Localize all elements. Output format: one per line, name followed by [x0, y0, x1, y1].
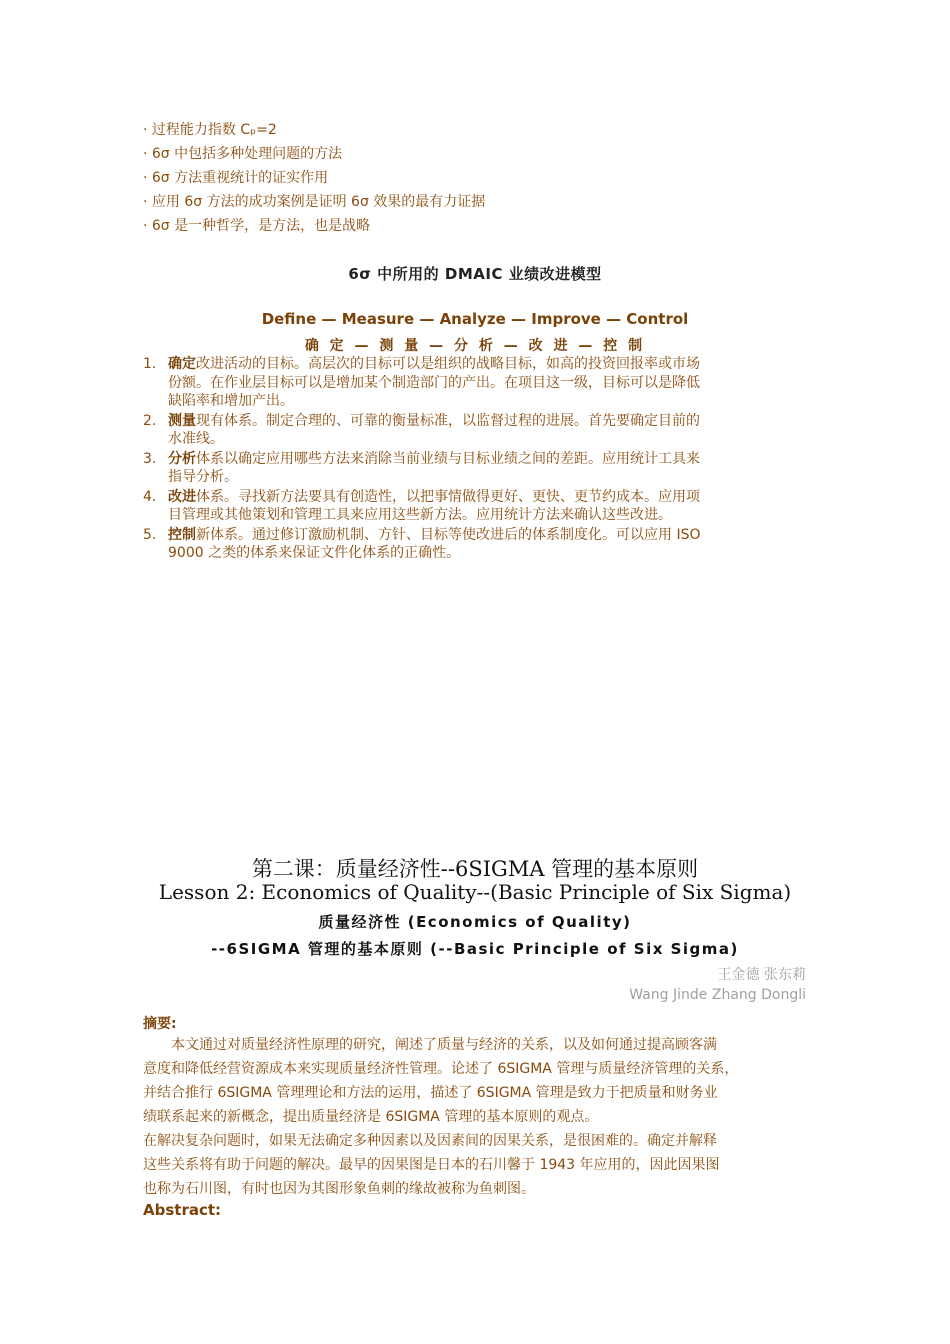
bullet-item: · 应用 6σ 方法的成功案例是证明 6σ 效果的最有力证据 — [143, 194, 486, 210]
step-keyword: 改进 — [168, 488, 196, 505]
bullet-item: · 6σ 方法重视统计的证实作用 — [143, 170, 329, 186]
author-names-english: Wang Jinde Zhang Dongli — [629, 987, 806, 1003]
step-number: 3. — [143, 450, 157, 467]
step-measure — [143, 412, 803, 449]
step-analyze — [143, 450, 803, 487]
paragraph-line: 本文通过对质量经济性原理的研究，阐述了质量与经济的关系，以及如何通过提高顾客满 — [143, 1037, 717, 1053]
article-subtitle-secondary: --6SIGMA 管理的基本原则 (--Basic Principle of Six Sigma) — [211, 940, 739, 958]
step-text: 体系以确定应用哪些方法来消除当前业绩与目标业绩之间的差距。应用统计工具来 — [196, 450, 700, 467]
section-title: 6σ 中所用的 DMAIC 业绩改进模型 — [348, 265, 602, 283]
paragraph-line: 这些关系将有助于问题的解决。最早的因果图是日本的石川馨于 1943 年应用的，因此因果图 — [143, 1157, 720, 1173]
step-text: 新体系。通过修订激励机制、方针、目标等使改进后的体系制度化。可以应用 ISO — [196, 526, 701, 543]
bullet-item: · 6σ 中包括多种处理问题的方法 — [143, 146, 343, 162]
step-number: 2. — [143, 412, 157, 429]
step-number: 1. — [143, 356, 157, 372]
step-text: 份额。在作业层目标可以是增加某个制造部门的产出。在项目这一级，目标可以是降低 — [168, 374, 700, 391]
paragraph-line: 并结合推行 6SIGMA 管理理论和方法的运用，描述了 6SIGMA 管理是致力于把质量和财务业 — [143, 1085, 718, 1101]
bullet-list — [143, 118, 843, 238]
body-paragraph — [143, 1129, 823, 1201]
paragraph-line: 也称为石川图，有时也因为其图形象鱼刺的缘故被称为鱼刺图。 — [143, 1181, 535, 1197]
step-text: 9000 之类的体系来保证文件化体系的正确性。 — [168, 545, 461, 561]
step-text: 现有体系。制定合理的、可靠的衡量标准，以监督过程的进展。首先要确定目前的 — [196, 412, 700, 429]
step-keyword: 分析 — [168, 450, 196, 467]
article-subtitle: 质量经济性 (Economics of Quality) — [318, 913, 632, 931]
step-keyword: 控制 — [168, 526, 196, 543]
step-define — [143, 355, 803, 411]
author-names-chinese: 王金德 张东莉 — [717, 967, 806, 983]
step-text: 改进活动的目标。高层次的目标可以是组织的战略目标，如高的投资回报率或市场 — [196, 356, 700, 372]
step-number: 5. — [143, 526, 157, 543]
step-text: 缺陷率和增加产出。 — [168, 393, 294, 409]
lesson-title-chinese: 第二课：质量经济性--6SIGMA 管理的基本原则 — [251, 857, 699, 881]
step-keyword: 测量 — [168, 412, 196, 429]
paragraph-line: 绩联系起来的新概念，提出质量经济是 6SIGMA 管理的基本原则的观点。 — [143, 1109, 599, 1125]
paragraph-line: 意度和降低经营资源成本来实现质量经济性管理。论述了 6SIGMA 管理与质量经济管理的关系， — [143, 1061, 739, 1077]
dmaic-step-list — [143, 355, 803, 564]
step-control — [143, 526, 803, 563]
step-text: 目管理或其他策划和管理工具来应用这些新方法。应用统计方法来确认这些改进。 — [168, 507, 672, 523]
bullet-item: · 6σ 是一种哲学，是方法，也是战略 — [143, 218, 371, 234]
step-text: 指导分析。 — [168, 469, 238, 485]
bullet-item: · 过程能力指数 Cₚ=2 — [143, 122, 277, 138]
abstract-label-english: Abstract: — [143, 1201, 222, 1219]
step-text: 体系。寻找新方法要具有创造性，以把事情做得更好、更快、更节约成本。应用项 — [196, 488, 700, 505]
step-keyword: 确定 — [168, 356, 196, 372]
paragraph-line: 在解决复杂问题时，如果无法确定多种因素以及因素间的因果关系，是很困难的。确定并解释 — [143, 1133, 717, 1149]
step-number: 4. — [143, 488, 157, 505]
dmaic-model-english: Define — Measure — Analyze — Improve — Control — [261, 310, 689, 328]
step-improve — [143, 488, 803, 525]
abstract-paragraph — [143, 1033, 823, 1129]
lesson-title-english: Lesson 2: Economics of Quality--(Basic Principle of Six Sigma) — [158, 880, 792, 904]
dmaic-model-chinese: 确 定 — 测 量 — 分 析 — 改 进 — 控 制 — [304, 338, 646, 354]
abstract-label-chinese: 摘要: — [143, 1016, 177, 1032]
step-text: 水准线。 — [168, 431, 224, 447]
